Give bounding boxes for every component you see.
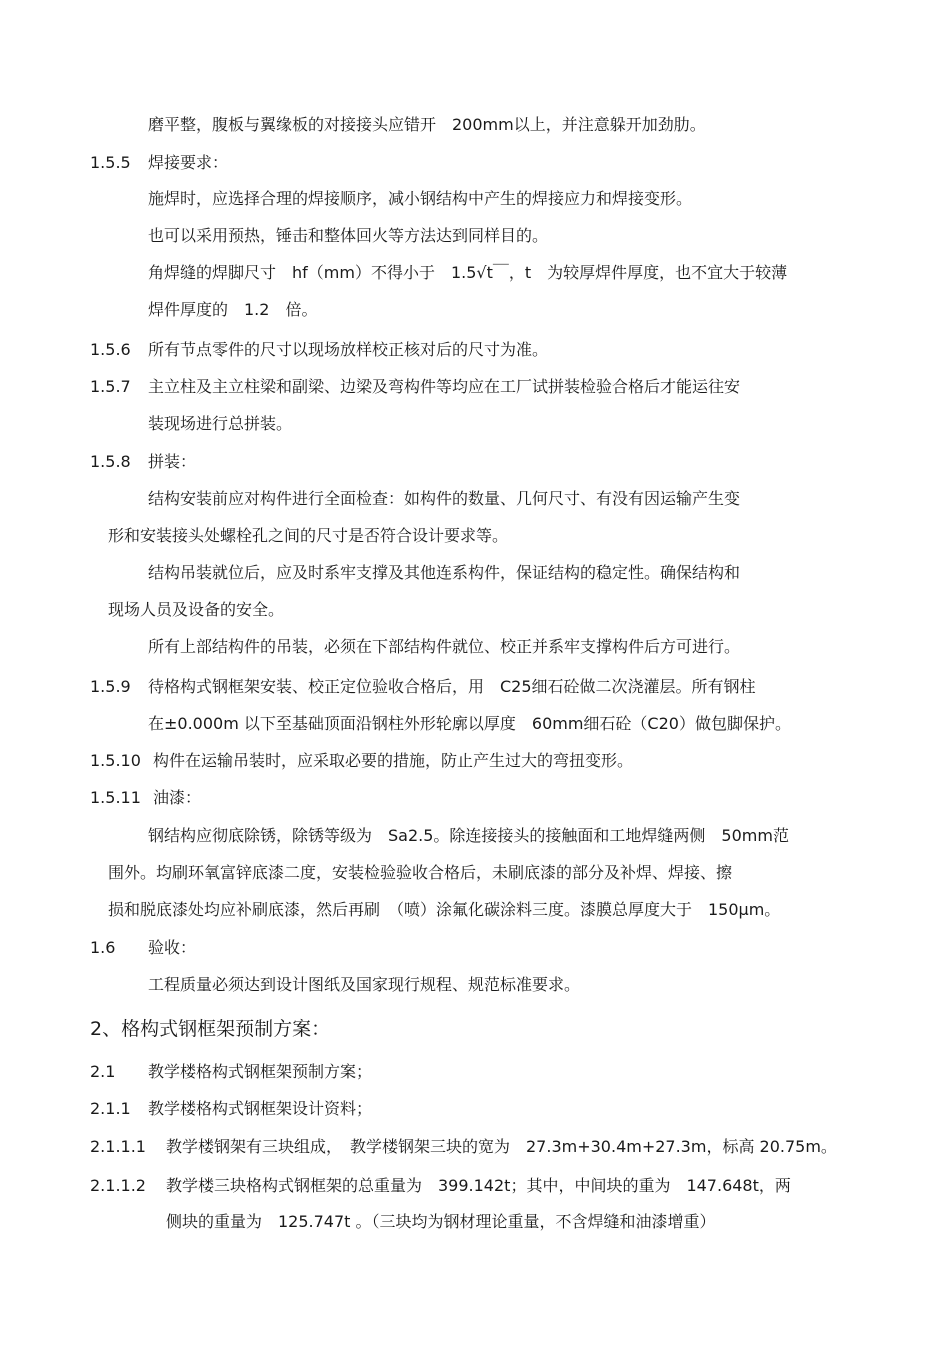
section-heading: 教学楼格构式钢框架设计资料； xyxy=(148,1099,373,1118)
text-line: 主立柱及主立柱梁和副梁、边梁及弯构件等均应在工厂试拼装检验合格后才能运往安 xyxy=(148,377,741,396)
text-line: 所有节点零件的尺寸以现场放样校正核对后的尺寸为准。 xyxy=(148,340,549,359)
text-line: 现场人员及设备的安全。 xyxy=(108,600,285,619)
section-heading: 拼装： xyxy=(148,452,197,471)
section-number: 2.1.1.1 xyxy=(90,1137,146,1156)
chapter-heading: 2、格构式钢框架预制方案： xyxy=(90,1018,331,1040)
section-number: 2.1 xyxy=(90,1062,116,1081)
text-line: 所有上部结构件的吊装，必须在下部结构件就位、校正并系牢支撑构件后方可进行。 xyxy=(148,637,741,656)
text-line: 构件在运输吊装时，应采取必要的措施，防止产生过大的弯扭变形。 xyxy=(153,751,634,770)
section-number: 1.5.8 xyxy=(90,452,131,471)
text-line: 结构安装前应对构件进行全面检查：如构件的数量、几何尺寸、有没有因运输产生变 xyxy=(148,489,741,508)
text-line: 角焊缝的焊脚尺寸 hf（mm）不得小于 1.5√t￣，t 为较厚焊件厚度，也不宜大于较薄 xyxy=(148,263,788,282)
text-line: 钢结构应彻底除锈，除锈等级为 Sa2.5。除连接接头的接触面和工地焊缝两侧 50mm范 xyxy=(148,826,789,845)
text-line: 围外。均刷环氧富锌底漆二度，安装检验验收合格后，未刷底漆的部分及补焊、焊接、擦 xyxy=(108,863,733,882)
text-line: 工程质量必须达到设计图纸及国家现行规程、规范标准要求。 xyxy=(148,975,581,994)
section-number: 1.5.10 xyxy=(90,751,141,770)
section-heading: 验收： xyxy=(148,938,197,957)
text-line: 待格构式钢框架安装、校正定位验收合格后，用 C25细石砼做二次浇灌层。所有钢柱 xyxy=(148,677,756,696)
text-line: 也可以采用预热，锤击和整体回火等方法达到同样目的。 xyxy=(148,226,549,245)
text-line: 施焊时，应选择合理的焊接顺序，减小钢结构中产生的焊接应力和焊接变形。 xyxy=(148,189,693,208)
text-line: 侧块的重量为 125.747t 。（三块均为钢材理论重量，不含焊缝和油漆增重） xyxy=(166,1212,716,1231)
section-heading: 教学楼格构式钢框架预制方案； xyxy=(148,1062,373,1081)
section-number: 1.5.11 xyxy=(90,788,141,807)
text-line: 磨平整，腹板与翼缘板的对接接头应错开 200mm以上，并注意躲开加劲肋。 xyxy=(148,115,706,134)
text-line: 教学楼三块格构式钢框架的总重量为 399.142t；其中，中间块的重为 147.648t，两 xyxy=(166,1176,791,1195)
section-number: 1.5.5 xyxy=(90,153,131,172)
text-line: 结构吊装就位后，应及时系牢支撑及其他连系构件，保证结构的稳定性。确保结构和 xyxy=(148,563,741,582)
section-number: 2.1.1 xyxy=(90,1099,131,1118)
text-line: 损和脱底漆处均应补刷底漆，然后再刷 （喷）涂氟化碳涂料三度。漆膜总厚度大于 150μm。 xyxy=(108,900,781,919)
text-line: 形和安装接头处螺栓孔之间的尺寸是否符合设计要求等。 xyxy=(108,526,509,545)
section-heading: 油漆： xyxy=(153,788,202,807)
section-number: 1.6 xyxy=(90,938,116,957)
section-heading: 焊接要求： xyxy=(148,153,229,172)
section-number: 1.5.7 xyxy=(90,377,131,396)
section-number: 1.5.6 xyxy=(90,340,131,359)
text-line: 在±0.000m 以下至基础顶面沿钢柱外形轮廓以厚度 60mm细石砼（C20）做包脚保护。 xyxy=(148,714,791,733)
text-line: 装现场进行总拼装。 xyxy=(148,414,293,433)
text-line: 教学楼钢架有三块组成， 教学楼钢架三块的宽为 27.3m+30.4m+27.3m，标高 20.75m。 xyxy=(166,1137,837,1156)
section-number: 2.1.1.2 xyxy=(90,1176,146,1195)
text-line: 焊件厚度的 1.2 倍。 xyxy=(148,300,318,319)
section-number: 1.5.9 xyxy=(90,677,131,696)
